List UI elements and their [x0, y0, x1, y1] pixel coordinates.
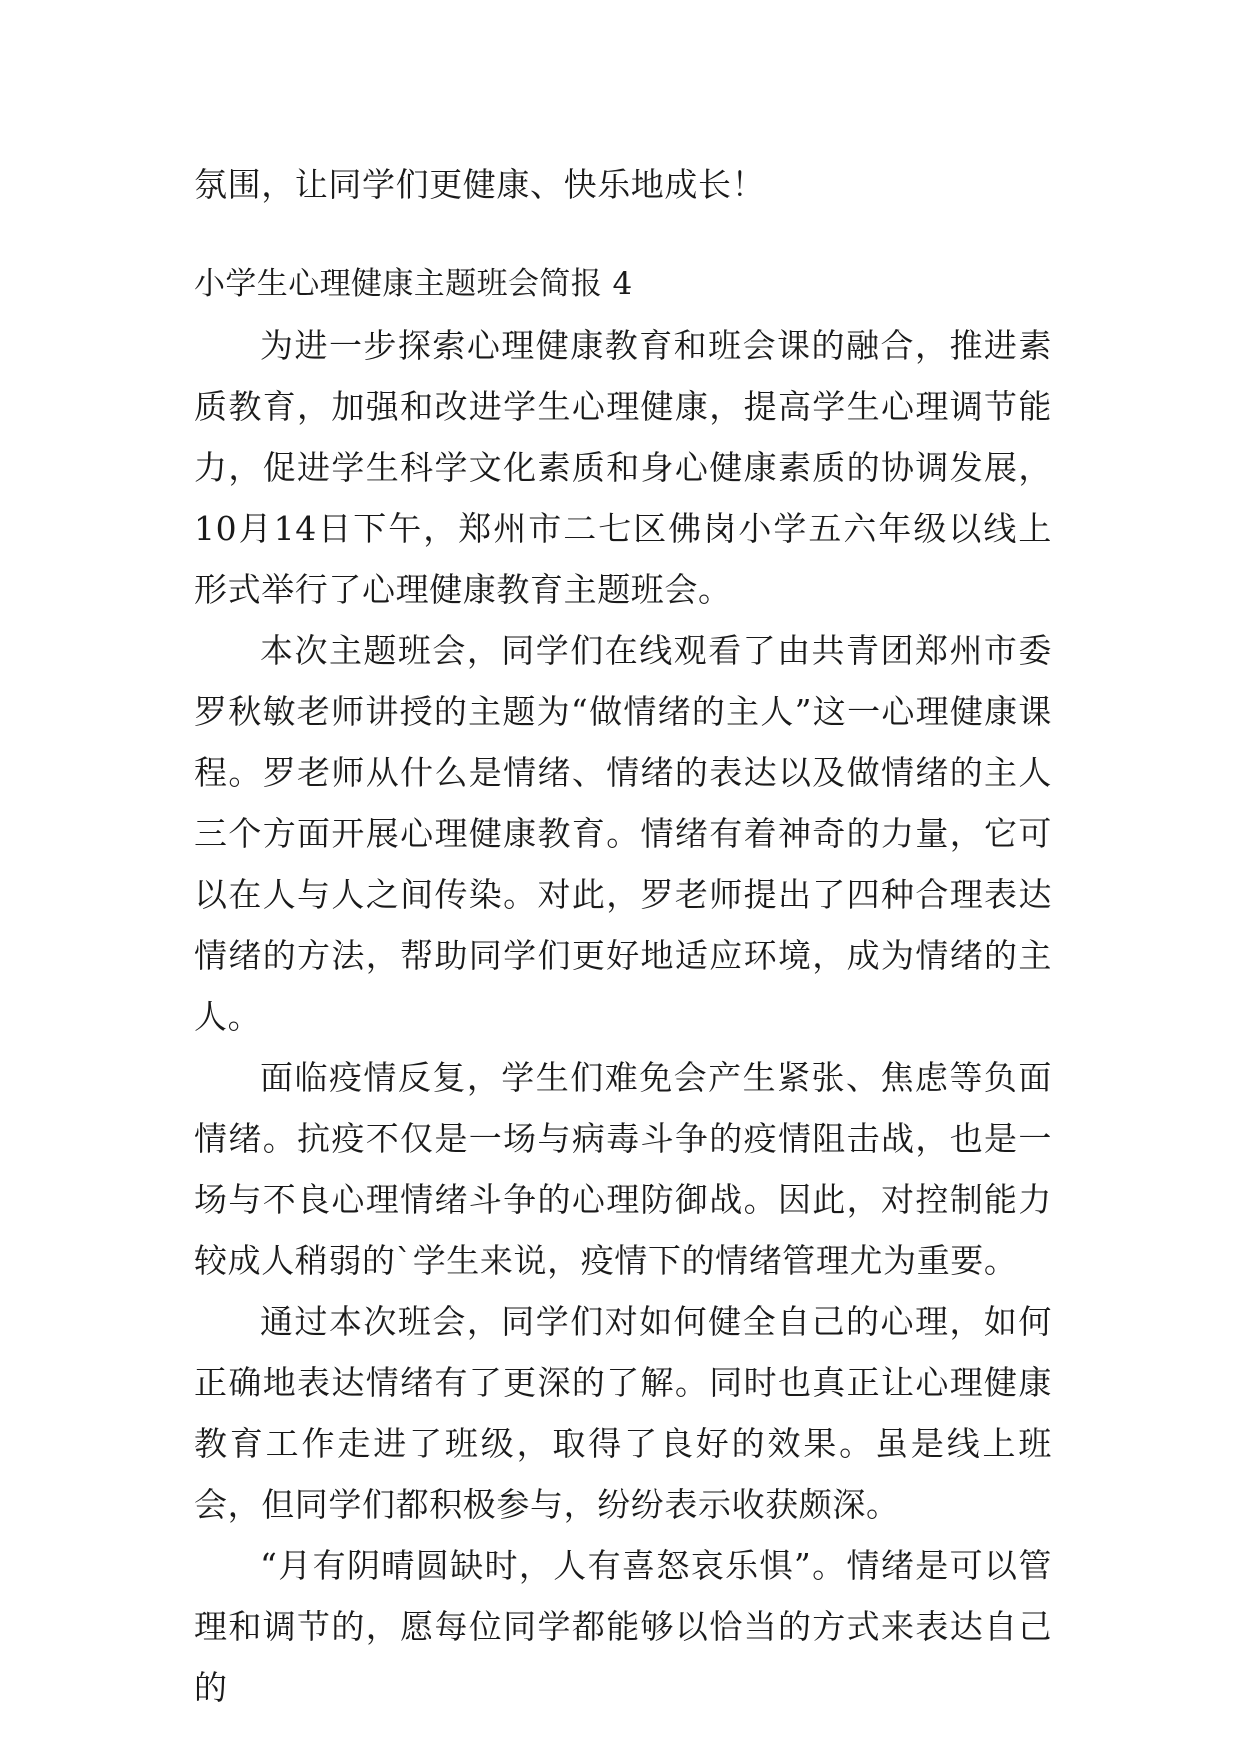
section-title: 小学生心理健康主题班会简报 4 — [194, 266, 633, 302]
paragraph-4: 通过本次班会，同学们对如何健全自己的心理，如何正确地表达情绪有了更深的了解。同时也真正让心理健康教育工作走进了班级，取得了良好的效果。虽是线上班会，但同学们都积极参与，纷纷表示收获颇深。 — [194, 1302, 1052, 1524]
intro-line: 氛围，让同学们更健康、快乐地成长！ — [194, 165, 766, 204]
paragraph-2: 本次主题班会，同学们在线观看了由共青团郑州市委罗秋敏老师讲授的主题为“做情绪的主人”这一心理健康课程。罗老师从什么是情绪、情绪的表达以及做情绪的主人三个方面开展心理健康教育。情绪有着神奇的力量，它可以在人与人之间传染。对此，罗老师提出了四种合理表达情绪的方法，帮助同学们更好地适应环境，成为情绪的主人。 — [194, 631, 1052, 1036]
paragraph-3: 面临疫情反复，学生们难免会产生紧张、焦虑等负面情绪。抗疫不仅是一场与病毒斗争的疫情阻击战，也是一场与不良心理情绪斗争的心理防御战。因此，对控制能力较成人稍弱的`学生来说，疫情下的情绪管理尤为重要。 — [194, 1058, 1052, 1280]
paragraph-1: 为进一步探索心理健康教育和班会课的融合，推进素质教育，加强和改进学生心理健康，提高学生心理调节能力，促进学生科学文化素质和身心健康素质的协调发展，10月14日下午，郑州市二七区佛岗小学五六年级以线上形式举行了心理健康教育主题班会。 — [194, 326, 1052, 609]
paragraph-5: “月有阴晴圆缺时，人有喜怒哀乐惧”。情绪是可以管理和调节的，愿每位同学都能够以恰当的方式来表达自己的 — [194, 1546, 1052, 1707]
document-body — [194, 154, 1052, 1718]
